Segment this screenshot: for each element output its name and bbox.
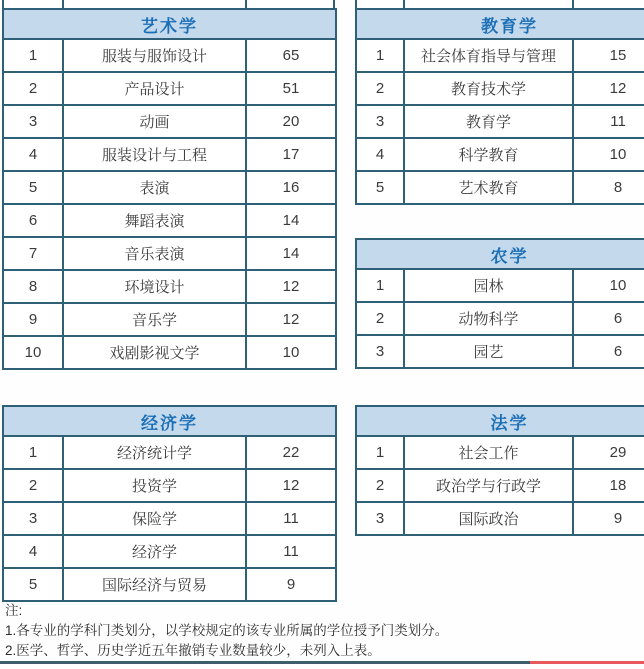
- major-cell: 艺术教育: [404, 171, 573, 204]
- table-row: [356, 469, 644, 502]
- count-cell: 15: [573, 39, 644, 72]
- major-cell: 动物科学: [404, 302, 573, 335]
- table-edu-title: 教育学: [356, 9, 644, 39]
- rank-cell: 3: [3, 105, 63, 138]
- table-row: [356, 138, 644, 171]
- count-cell: 10: [246, 336, 336, 369]
- major-cell: 环境设计: [63, 270, 246, 303]
- rank-cell: 4: [356, 138, 404, 171]
- table-row: [3, 237, 336, 270]
- rank-cell: 3: [356, 105, 404, 138]
- table-row: [3, 204, 336, 237]
- rank-cell: 1: [3, 436, 63, 469]
- major-cell: 科学教育: [404, 138, 573, 171]
- table-row: [3, 171, 336, 204]
- footnote-label: 注:: [5, 603, 23, 618]
- rank-cell: 7: [3, 237, 63, 270]
- major-cell: 社会体育指导与管理: [404, 39, 573, 72]
- rank-cell: 5: [3, 171, 63, 204]
- count-cell: 22: [246, 436, 336, 469]
- count-cell: 10: [573, 138, 644, 171]
- major-cell: 动画: [63, 105, 246, 138]
- count-cell: 17: [246, 138, 336, 171]
- rank-cell: 2: [3, 72, 63, 105]
- rank-cell: 1: [356, 269, 404, 302]
- count-cell: 51: [246, 72, 336, 105]
- count-cell: 18: [573, 469, 644, 502]
- count-cell: 12: [246, 303, 336, 336]
- rank-cell: 1: [356, 39, 404, 72]
- table-econ-title: 经济学: [3, 406, 336, 436]
- major-cell: 国际经济与贸易: [63, 568, 246, 601]
- bottom-rule-red: [530, 661, 644, 664]
- count-cell: 20: [246, 105, 336, 138]
- cutoff-row-left: [2, 0, 335, 8]
- major-cell: 音乐学: [63, 303, 246, 336]
- count-cell: 9: [573, 502, 644, 535]
- count-cell: 14: [246, 237, 336, 270]
- major-cell: 经济学: [63, 535, 246, 568]
- rank-cell: 8: [3, 270, 63, 303]
- rank-cell: 3: [3, 502, 63, 535]
- major-cell: 社会工作: [404, 436, 573, 469]
- rank-cell: 5: [356, 171, 404, 204]
- table-border-line: [2, 0, 4, 8]
- table-law-title: 法学: [356, 406, 644, 436]
- rank-cell: 2: [356, 469, 404, 502]
- major-cell: 舞蹈表演: [63, 204, 246, 237]
- major-cell: 国际政治: [404, 502, 573, 535]
- count-cell: 14: [246, 204, 336, 237]
- count-cell: 65: [246, 39, 336, 72]
- major-cell: 音乐表演: [63, 237, 246, 270]
- table-border-line: [62, 0, 64, 8]
- major-cell: 政治学与行政学: [404, 469, 573, 502]
- table-row: [3, 336, 336, 369]
- table-row: [3, 270, 336, 303]
- table-row: [356, 105, 644, 138]
- count-cell: 10: [573, 269, 644, 302]
- table-border-line: [355, 0, 357, 8]
- major-cell: 表演: [63, 171, 246, 204]
- rank-cell: 3: [356, 502, 404, 535]
- rank-cell: 1: [356, 436, 404, 469]
- rank-cell: 2: [3, 469, 63, 502]
- bottom-rule-slate: [0, 661, 530, 664]
- footnote-line: 2.医学、哲学、历史学近五年撤销专业数量较少，未列入上表。: [5, 643, 381, 658]
- major-cell: 园艺: [404, 335, 573, 368]
- major-cell: 服装设计与工程: [63, 138, 246, 171]
- count-cell: 16: [246, 171, 336, 204]
- major-cell: 经济统计学: [63, 436, 246, 469]
- table-law: [355, 405, 644, 536]
- table-art-title: 艺术学: [3, 9, 336, 39]
- table-row: [356, 436, 644, 469]
- cutoff-row-right: [355, 0, 644, 8]
- table-row: [3, 105, 336, 138]
- rank-cell: 9: [3, 303, 63, 336]
- table-row: [3, 502, 336, 535]
- major-cell: 教育技术学: [404, 72, 573, 105]
- count-cell: 12: [246, 469, 336, 502]
- major-cell: 服装与服饰设计: [63, 39, 246, 72]
- count-cell: 11: [246, 502, 336, 535]
- table-row: [3, 303, 336, 336]
- table-row: [3, 568, 336, 601]
- table-row: [356, 171, 644, 204]
- table-row: [3, 39, 336, 72]
- table-row: [356, 502, 644, 535]
- table-row: [3, 138, 336, 171]
- table-border-line: [245, 0, 247, 8]
- table-agr-title: 农学: [356, 239, 644, 269]
- rank-cell: 1: [3, 39, 63, 72]
- table-border-line: [572, 0, 574, 8]
- count-cell: 6: [573, 335, 644, 368]
- rank-cell: 3: [356, 335, 404, 368]
- count-cell: 6: [573, 302, 644, 335]
- rank-cell: 2: [356, 302, 404, 335]
- table-border-line: [403, 0, 405, 8]
- footnote-line: 1.各专业的学科门类划分，以学校规定的该专业所属的学位授予门类划分。: [5, 623, 449, 638]
- table-row: [356, 72, 644, 105]
- rank-cell: 4: [3, 535, 63, 568]
- table-art: [2, 8, 337, 370]
- rank-cell: 6: [3, 204, 63, 237]
- table-border-line: [333, 0, 335, 8]
- count-cell: 8: [573, 171, 644, 204]
- count-cell: 12: [246, 270, 336, 303]
- major-cell: 投资学: [63, 469, 246, 502]
- table-row: [3, 469, 336, 502]
- table-row: [3, 535, 336, 568]
- table-row: [356, 335, 644, 368]
- count-cell: 11: [573, 105, 644, 138]
- table-row: [356, 269, 644, 302]
- table-row: [3, 72, 336, 105]
- major-cell: 戏剧影视文学: [63, 336, 246, 369]
- table-agr: [355, 238, 644, 369]
- count-cell: 29: [573, 436, 644, 469]
- rank-cell: 10: [3, 336, 63, 369]
- major-cell: 产品设计: [63, 72, 246, 105]
- rank-cell: 2: [356, 72, 404, 105]
- count-cell: 12: [573, 72, 644, 105]
- table-row: [356, 302, 644, 335]
- table-edu: [355, 8, 644, 205]
- rank-cell: 5: [3, 568, 63, 601]
- count-cell: 9: [246, 568, 336, 601]
- table-row: [356, 39, 644, 72]
- table-row: [3, 436, 336, 469]
- count-cell: 11: [246, 535, 336, 568]
- major-cell: 园林: [404, 269, 573, 302]
- major-cell: 保险学: [63, 502, 246, 535]
- footnotes: [5, 601, 639, 661]
- rank-cell: 4: [3, 138, 63, 171]
- table-econ: [2, 405, 337, 602]
- major-cell: 教育学: [404, 105, 573, 138]
